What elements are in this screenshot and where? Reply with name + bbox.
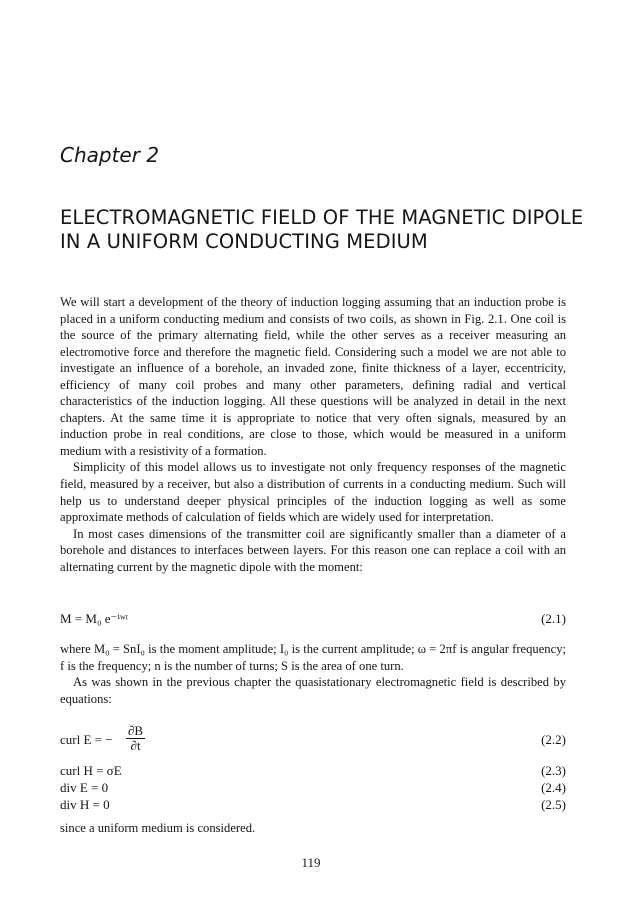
equation-2-2-lhs: curl E = − <box>60 732 113 747</box>
paragraph-shown: As was shown in the previous chapter the quasistationary electromagnetic field is described by equations: <box>60 675 566 706</box>
equation-2-4-expression: div E = 0 <box>60 780 109 795</box>
equation-2-3-expression: curl H = σE <box>60 763 122 778</box>
equation-2-2-denominator: ∂t <box>130 738 141 753</box>
equation-2-2-fraction <box>126 724 145 753</box>
chapter-label: Chapter 2 <box>60 143 160 167</box>
equation-2-2-numerator: ∂B <box>128 723 144 738</box>
equation-2-5-expression: div H = 0 <box>60 797 110 812</box>
equation-2-3-number: (2.3) <box>541 763 566 778</box>
equation-2-1-number: (2.1) <box>541 611 566 626</box>
equation-2-1-expression: M = M₀ e⁻ⁱʷᵗ <box>60 611 129 626</box>
equation-2-4-number: (2.4) <box>541 780 566 795</box>
chapter-title: ELECTROMAGNETIC FIELD OF THE MAGNETIC DIPOLE IN A UNIFORM CONDUCTING MEDIUM <box>60 206 584 253</box>
equation-2-2-number: (2.2) <box>541 732 566 747</box>
paragraph-closing: since a uniform medium is considered. <box>60 821 256 835</box>
paragraph-dimensions: In most cases dimensions of the transmitter coil are significantly smaller than a diameter of a borehole and distances to interfaces between layers. For this reason one can replace a coil with an alternating current by the magnetic dipole with the moment: <box>60 526 566 574</box>
paragraph-intro: We will start a development of the theory of induction logging assuming that an induction probe is placed in a uniform conducting medium and consists of two coils, as shown in Fig. 2.1. One coil is the source of the primary alternating field, while the other serves as a receiver measuring an electromotive force and therefore the magnetic field. Considering such a model we are not able to investigate an influence of a borehole, an invaded zone, finite thickness of a layer, eccentricity, efficiency of many coil probes and many other parameters, defining radial and vertical characteristics of the induction logging. All these questions will be analyzed in detail in the next chapters. At the same time it is appropriate to notice that very often signals, measured by an induction probe in real conditions, are close to those, which would be measured in a uniform medium with a resistivity of a formation. <box>60 295 566 458</box>
equation-2-2 <box>60 724 566 756</box>
equation-2-5-number: (2.5) <box>541 797 566 812</box>
body-text-block-2 <box>60 641 566 707</box>
body-text-block <box>60 294 566 575</box>
paragraph-where: where M₀ = SnI₀ is the moment amplitude; I₀ is the current amplitude; ω = 2πf is angular frequency; f is the frequency; n is the number of turns; S is the area of one turn. <box>60 642 566 673</box>
paragraph-simplicity: Simplicity of this model allows us to investigate not only frequency responses of the magnetic field, measured by a receiver, but also a distribution of currents in a conducting medium. Such will help us to understand deeper physical principles of the induction logging as well as some approximate methods of calculation of fields which are widely used for interpretation. <box>60 460 566 525</box>
closing-block <box>60 820 566 837</box>
page-number: 119 <box>301 855 321 870</box>
